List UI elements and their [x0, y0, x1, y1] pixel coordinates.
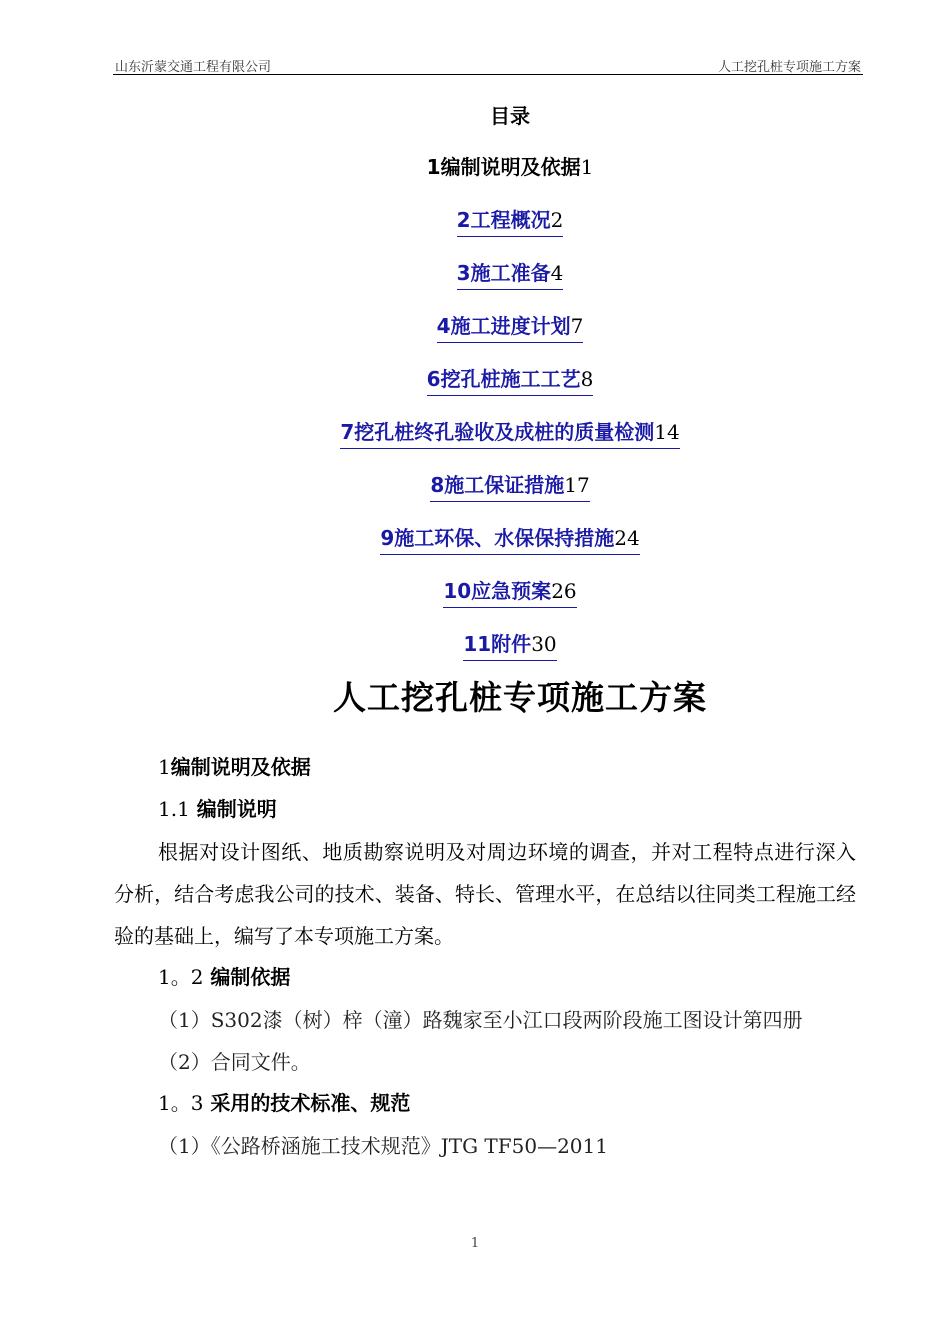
toc-entry-link[interactable] — [443, 576, 576, 608]
section-heading — [114, 747, 856, 789]
toc-entry-label: 3施工准备 — [456, 261, 551, 285]
subsection-heading-text: 编制依据 — [210, 965, 291, 989]
page-number: 1 — [470, 1236, 480, 1251]
list-item: （1）S302漆（树）梓（潼）路魏家至小江口段两阶段施工图设计第四册 — [158, 1008, 803, 1032]
toc-entry-link[interactable] — [463, 629, 556, 661]
header-doc-title: 人工挖孔桩专项施工方案 — [717, 60, 861, 75]
subsection-heading-text: 采用的技术标准、规范 — [210, 1091, 411, 1115]
toc-entry-label: 2工程概况 — [456, 208, 551, 232]
list-item: （1）《公路桥涵施工技术规范》JTG TF50—2011 — [158, 1134, 608, 1158]
toc-entry-page: 14 — [654, 420, 680, 444]
toc-entry-page: 7 — [570, 314, 584, 338]
toc-title: 目录 — [490, 104, 530, 128]
toc-entry[interactable] — [0, 523, 950, 576]
subsection-heading — [114, 1083, 856, 1125]
toc-entry[interactable] — [0, 152, 950, 205]
toc-entry[interactable] — [0, 311, 950, 364]
header-company: 山东沂蒙交通工程有限公司 — [115, 60, 272, 75]
list-item: （2）合同文件。 — [158, 1050, 311, 1074]
subsection-heading — [114, 789, 856, 831]
toc-entry-label: 9施工环保、水保保持措施 — [380, 526, 615, 550]
toc-entry-page: 26 — [551, 579, 577, 603]
toc-entry-link[interactable] — [430, 470, 589, 502]
subsection-heading — [114, 957, 856, 999]
document-body — [114, 747, 856, 1167]
toc-entry-page: 17 — [564, 473, 590, 497]
toc-entry-label: 1编制说明及依据 — [426, 155, 581, 179]
toc-entry-page: 1 — [580, 155, 594, 179]
subsection-number: 1.1 — [158, 797, 190, 821]
toc-entry[interactable] — [0, 470, 950, 523]
toc-entry-label: 4施工进度计划 — [436, 314, 571, 338]
toc-entry[interactable] — [0, 205, 950, 258]
toc-entry[interactable] — [0, 576, 950, 629]
toc-entry-label: 11附件 — [463, 632, 532, 656]
table-of-contents — [0, 152, 950, 682]
toc-entry-link[interactable] — [380, 523, 639, 555]
section-number: 1 — [158, 755, 171, 779]
toc-entry-link[interactable] — [457, 205, 564, 237]
subsection-number: 1。3 — [158, 1091, 204, 1115]
toc-entry-label: 7挖孔桩终孔验收及成桩的质量检测 — [340, 420, 655, 444]
body-paragraph: 根据对设计图纸、地质勘察说明及对周边环境的调查，并对工程特点进行深入分析，结合考虑我公司的技术、装备、特长、管理水平，在总结以往同类工程施工经验的基础上，编写了本专项施工方案。 — [114, 840, 856, 948]
subsection-number: 1。2 — [158, 965, 204, 989]
toc-entry-link[interactable] — [427, 364, 594, 396]
section-heading-text: 编制说明及依据 — [170, 755, 311, 779]
toc-entry-page: 24 — [614, 526, 640, 550]
toc-entry[interactable] — [0, 364, 950, 417]
toc-entry-link[interactable] — [457, 258, 564, 290]
toc-entry-label: 10应急预案 — [443, 579, 552, 603]
toc-entry-link[interactable] — [437, 311, 584, 343]
page-header — [113, 54, 863, 75]
toc-entry-page: 4 — [550, 261, 564, 285]
document-title: 人工挖孔桩专项施工方案 — [333, 678, 707, 717]
toc-entry[interactable] — [0, 417, 950, 470]
toc-entry-page: 2 — [550, 208, 564, 232]
subsection-heading-text: 编制说明 — [196, 797, 277, 821]
toc-entry-page: 30 — [531, 632, 557, 656]
toc-entry-link[interactable] — [340, 417, 679, 449]
toc-entry-label: 8施工保证措施 — [430, 473, 565, 497]
toc-entry[interactable] — [0, 258, 950, 311]
toc-entry-page: 8 — [580, 367, 594, 391]
toc-entry-link[interactable] — [427, 152, 594, 183]
toc-entry-label: 6挖孔桩施工工艺 — [426, 367, 581, 391]
